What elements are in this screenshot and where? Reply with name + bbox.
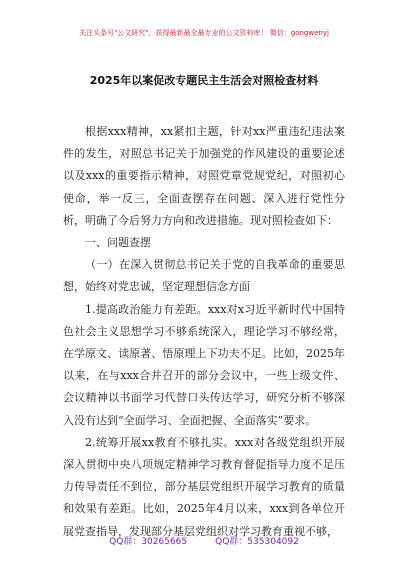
section-heading: 一、问题查摆 bbox=[85, 236, 151, 250]
paragraph-intro: 根据xxx精神，xx紧扣主题，针对xx严重违纪违法案件的发生，对照总书记关于加强党的作风建设的重要论述以及xxx的重要指示精神，对照党章党规党纪，对照初心使命，举一反三，全面查摆存在问题、深入进行党性分析，明确了今后努力方向和改进措施。现对照检查如下： bbox=[63, 125, 345, 227]
document-body bbox=[63, 121, 345, 543]
footer-qq-group-2: QQ群：535304092 bbox=[215, 537, 299, 547]
document-title: 2025年以案促改专题民主生活会对照检查材料 bbox=[89, 74, 319, 87]
footer-qq-group-1: QQ群：30265665 bbox=[109, 537, 188, 547]
paragraph-item-2: 2.统筹开展xx教育不够扎实。xxx对各级党组织开展深入贯彻中央八项规定精神学习教育督促指导力度不足压力传导责任不到位，部分基层党组织开展学习教育的质量和效果有差距。比如，2025年4月以来，xxx到各单位开展党查指导，发现部分基层党组织对学习教育重视不够， bbox=[63, 435, 345, 538]
header-banner: 关注头条号"公文研究"，获得最新最全最专业的公文资料库！ 微信：gongwenyj bbox=[79, 29, 329, 37]
footer-contact bbox=[0, 534, 408, 547]
paragraph-item-1: 1.提高政治能力有差距。xxx对x习近平新时代中国特色社会主义思想学习不够系统深入，理论学习不够经常，在学原文、读原著、悟原理上下功夫不足。比如，2025年以来，在与xxx合并召开的部分会议中，一些上级文件、会议精神以书面学习代替口头传达学习，研究分析不够深入没有达到“全面学习、全面把握、全面落实”要求。 bbox=[63, 302, 345, 427]
subsection-heading: （一）在深入贯彻总书记关于党的自我革命的重要思想，始终对党忠诚，坚定理想信念方面 bbox=[63, 258, 345, 294]
